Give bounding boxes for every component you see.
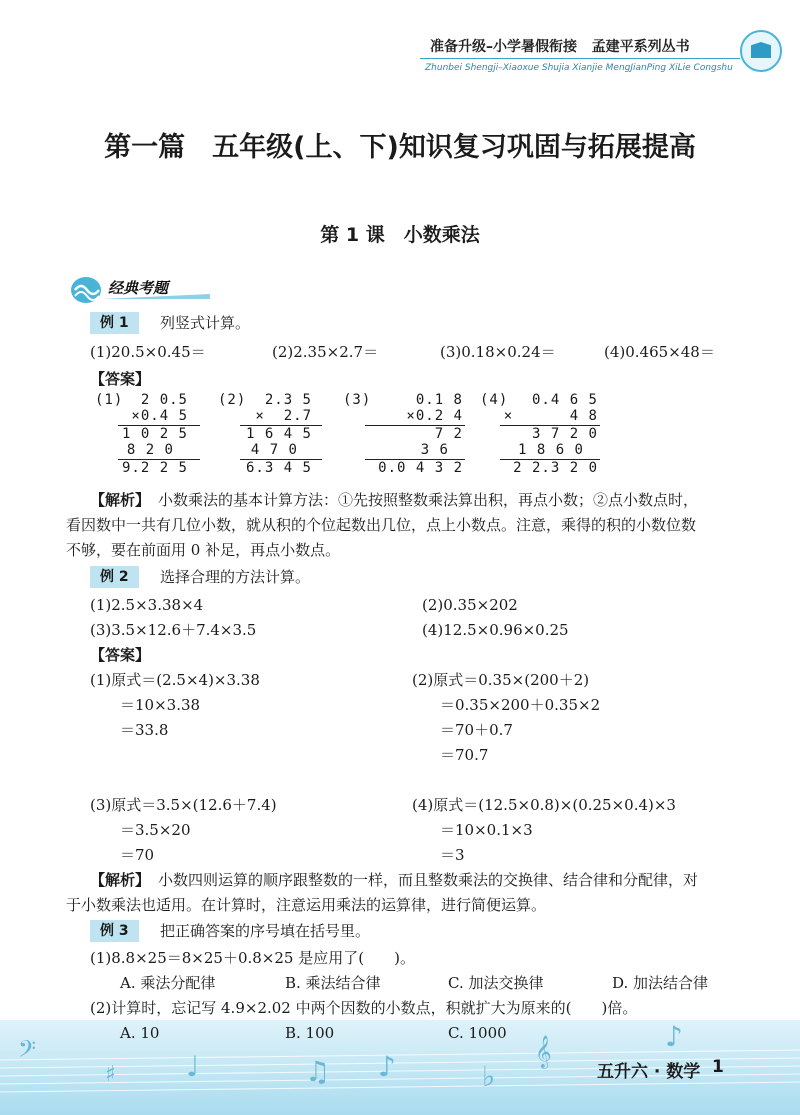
ex2-a1-line3: ＝33.8 [120,721,169,739]
ex2-a3-line2: ＝3.5×20 [120,821,191,839]
calc2-row4: 4 7 0 [250,442,298,458]
ex2-a4-line3: ＝3 [440,846,465,864]
calc3-row4: 3 6 [420,442,449,458]
ex2-a1-line2: ＝10×3.38 [120,696,201,714]
ex2-a2-line3: ＝70＋0.7 [440,721,513,739]
calc4-row1: 0.4 6 5 [531,392,598,408]
ex2-a2-line1: (2)原式＝0.35×(200＋2) [412,671,590,689]
calc1-row5: 9.2 2 5 [121,460,188,476]
chapter-title: 第一篇 五年级(上、下)知识复习巩固与拓展提高 [104,132,696,163]
treble-clef-icon: 𝄞 [535,1035,552,1068]
ex1-analysis-line1: 小数乘法的基本计算方法：①先按照整数乘法算出积，再点小数；②点小数点时， [158,491,699,509]
school-book-logo-icon [740,30,782,72]
ex3-q1-option-d: D. 加法结合律 [612,974,709,992]
calc1-row4: 8 2 0 [126,442,174,458]
ex2-analysis-label: 【解析】 [90,871,151,889]
ex1-problem-4: (4)0.465×48＝ [604,343,715,361]
calc3-row3: 7 2 [434,426,463,442]
grade-subject-label: 五升六 · 数学 [597,1062,701,1082]
calc2-row5: 6.3 4 5 [245,460,312,476]
ex1-problem-3: (3)0.18×0.24＝ [440,343,556,361]
ex1-analysis-line3: 不够，要在前面用 0 补足，再点小数点。 [66,541,341,559]
ex2-analysis-line1: 小数四则运算的顺序跟整数的一样，而且整数乘法的交换律、结合律和分配律，对 [158,871,699,889]
sharp-icon: ♯ [105,1062,116,1087]
calc1-number: (1) [95,392,124,408]
series-title: 准备升级–小学暑假衔接 孟建平系列丛书 [430,39,690,55]
ex1-answer-label: 【答案】 [90,370,151,388]
ex3-q1-option-a: A. 乘法分配律 [120,974,216,992]
bass-clef-icon: 𝄢 [18,1035,37,1068]
calc1-row1: 2 0.5 [140,392,188,408]
series-pinyin: Zhunbei Shengji–Xiaoxue Shujia Xianjie MengJianPing XiLie Congshu [425,63,733,73]
ex3-q1-option-b: B. 乘法结合律 [285,974,381,992]
calc4-row2: × 4 8 [503,408,598,424]
ex3-q2-option-a: A. 10 [120,1024,160,1042]
ex1-problem-2: (2)2.35×2.7＝ [272,343,379,361]
note-icon-2: ♪ [665,1020,683,1053]
calc4-row4: 1 8 6 0 [517,442,584,458]
calc3-row5: 0.0 4 3 2 [378,460,463,476]
ex2-problem-1: (1)2.5×3.38×4 [90,596,204,614]
ex2-a1-line1: (1)原式＝(2.5×4)×3.38 [90,671,260,689]
ex2-problem-2: (2)0.35×202 [422,596,518,614]
example-3-tag: 例 3 [90,920,139,942]
ex2-problem-4: (4)12.5×0.96×0.25 [422,621,569,639]
note-icon: ♩ [186,1050,200,1083]
ex1-analysis-label: 【解析】 [90,491,151,509]
ex3-q2-option-b: B. 100 [285,1024,335,1042]
ex1-problem-1: (1)20.5×0.45＝ [90,343,206,361]
calc2-row2: × 2.7 [255,408,312,424]
ex1-analysis-line2: 看因数中一共有几位小数，就从积的个位起数出几位，点上小数点。注意，乘得的积的小数位数 [66,516,697,534]
example-2-tag: 例 2 [90,566,139,588]
calc4-row5: 2 2.3 2 0 [513,460,598,476]
ex2-problem-3: (3)3.5×12.6＋7.4×3.5 [90,621,257,639]
ex3-q2-option-c: C. 1000 [448,1024,507,1042]
calc4-row3: 3 7 2 0 [531,426,598,442]
header-rule [420,58,740,59]
example-1-prompt: 列竖式计算。 [160,314,251,332]
calc2-row1: 2.3 5 [264,392,312,408]
eighth-note-icon: ♪ [378,1050,396,1083]
ex3-question-1: (1)8.8×25＝8×25＋0.8×25 是应用了( )。 [90,949,415,967]
calc3-row1: 0.1 8 [415,392,463,408]
lesson-title: 第 1 课 小数乘法 [320,224,480,246]
calc3-number: (3) [343,392,372,408]
beamed-notes-icon: ♫ [305,1055,331,1088]
flat-icon: ♭ [482,1060,496,1093]
ex2-a3-line1: (3)原式＝3.5×(12.6＋7.4) [90,796,277,814]
ex2-a2-line2: ＝0.35×200＋0.35×2 [440,696,601,714]
calc2-row3: 1 6 4 5 [245,426,312,442]
ex2-answer-label: 【答案】 [90,646,151,664]
calc1-row2: ×0.4 5 [131,408,188,424]
section-label: 经典考题 [108,279,169,297]
ex2-a2-line4: ＝70.7 [440,746,489,764]
example-2-prompt: 选择合理的方法计算。 [160,568,311,586]
example-3-prompt: 把正确答案的序号填在括号里。 [160,922,371,940]
calc4-number: (4) [480,392,509,408]
calc3-row2: ×0.2 4 [406,408,463,424]
ex2-a4-line1: (4)原式＝(12.5×0.8)×(0.25×0.4)×3 [412,796,676,814]
example-1-tag: 例 1 [90,312,139,334]
ex2-analysis-line2: 于小数乘法也适用。在计算时，注意运用乘法的运算律，进行简便运算。 [66,896,547,914]
ex3-question-2: (2)计算时，忘记写 4.9×2.02 中两个因数的小数点，积就扩大为原来的( )倍。 [90,999,638,1017]
calc2-number: (2) [218,392,247,408]
page-number: 1 [712,1057,724,1077]
ex2-a3-line3: ＝70 [120,846,155,864]
ex3-q1-option-c: C. 加法交换律 [448,974,544,992]
ex2-a4-line2: ＝10×0.1×3 [440,821,533,839]
calc1-row3: 1 0 2 5 [121,426,188,442]
